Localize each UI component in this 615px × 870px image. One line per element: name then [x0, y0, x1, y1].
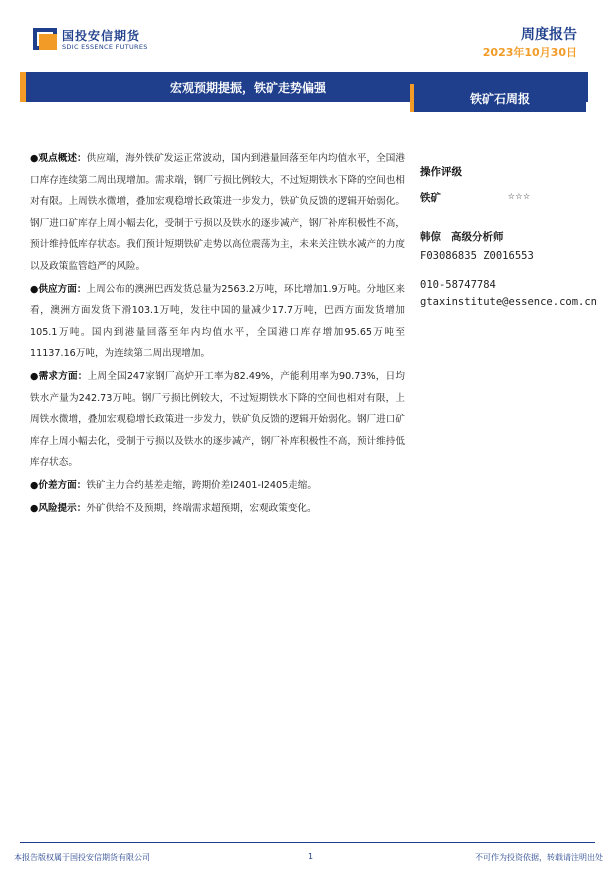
section-text: 铁矿主力合约基差走缩，跨期价差I2401-I2405走缩。: [86, 479, 317, 491]
company-name-cn: 国投安信期货: [62, 29, 141, 43]
section-label: ●观点概述：: [30, 153, 87, 164]
page-number: 1: [308, 852, 314, 861]
title-accent: [20, 72, 26, 102]
section-text: 供应端，海外铁矿发运正常波动，国内到港量回落至年内均值水平，全国港口库存连续第二周出现增加。需求端，钢厂亏损比例较大，不过短期铁水下降的空间也相对有限。上周铁水微增，叠加宏观稳增长政策进一步发力，铁矿负反馈的逻辑开始弱化。钢厂进口矿库存上周小幅去化，受制于亏损以及铁水的逐步减产，钢厂补库积极性不高，预计维持低库存状态。我们预计短期铁矿走势以高位震荡为主，未来关注铁水减产的力度以及政策监管趋严的风险。: [30, 153, 406, 272]
section-risk: [30, 498, 405, 520]
rating-title: 操作评级: [420, 166, 462, 178]
report-date: 2023年10月30日: [482, 46, 577, 59]
page-header: [0, 0, 615, 64]
section-supply: [30, 279, 405, 365]
section-label: ●风险提示：: [30, 502, 87, 514]
contact-email[interactable]: gtaxinstitute@essence.com.cn: [420, 296, 598, 308]
main-content: [30, 148, 405, 520]
section-spread: [30, 475, 405, 497]
sidebar: [420, 164, 610, 308]
section-label: ●供应方面：: [30, 283, 87, 295]
section-demand: [30, 366, 405, 474]
analyst-role: 高级分析师: [451, 231, 504, 243]
analyst-cert: F03086835 Z0016553: [420, 250, 534, 262]
rating-row: [420, 190, 610, 206]
section-text: 外矿供给不及预期，终端需求超预期，宏观政策变化。: [86, 502, 317, 514]
company-name-en: SDIC ESSENCE FUTURES: [62, 43, 148, 51]
section-text: 上周全国247家钢厂高炉开工率为82.49%，产能利用率为90.73%，日均铁水产量为242.73万吨。钢厂亏损比例较大，不过短期铁水下降的空间也相对有限，上周铁水微增，叠加宏观稳增长政策进一步发力，铁矿负反馈的逻辑开始弱化。钢厂进口矿库存上周小幅去化，受制于亏损以及铁水的逐步减产，钢厂补库积极性不高，预计维持低库存状态。: [30, 370, 405, 469]
section-label: ●需求方面：: [30, 370, 88, 382]
footer-divider: [20, 842, 595, 843]
company-logo-icon: [33, 28, 57, 50]
contact-phone: 010-58747784: [420, 279, 496, 291]
section-text: 上周公布的澳洲巴西发货总量为2563.2万吨，环比增加1.9万吨。分地区来看，澳洲方面发货下滑103.1万吨，发往中国的量减少17.7万吨，巴西方面发货增加105.1万吨。国内到港量回落至年内均值水平，全国港口库存增加95.65万吨至11137.16万吨，为连续第二周出现增加。: [30, 283, 405, 360]
report-type: 周度报告: [521, 27, 577, 43]
rating-stars-icon: ☆☆☆: [508, 189, 531, 202]
analyst: [420, 229, 610, 244]
report-title: 宏观预期提振，铁矿走势偏强: [170, 81, 327, 95]
section-overview: [30, 148, 405, 278]
section-label: ●价差方面：: [30, 479, 87, 491]
footer-disclaimer: 不可作为投资依据，转载请注明出处: [475, 853, 603, 862]
report-tag-label: 铁矿石周报: [470, 92, 531, 106]
report-tag: [410, 84, 586, 112]
footer-copyright: 本报告版权属于国投安信期货有限公司: [14, 853, 150, 862]
rating-item: 铁矿: [420, 192, 441, 204]
analyst-name: 韩倞: [420, 231, 441, 243]
